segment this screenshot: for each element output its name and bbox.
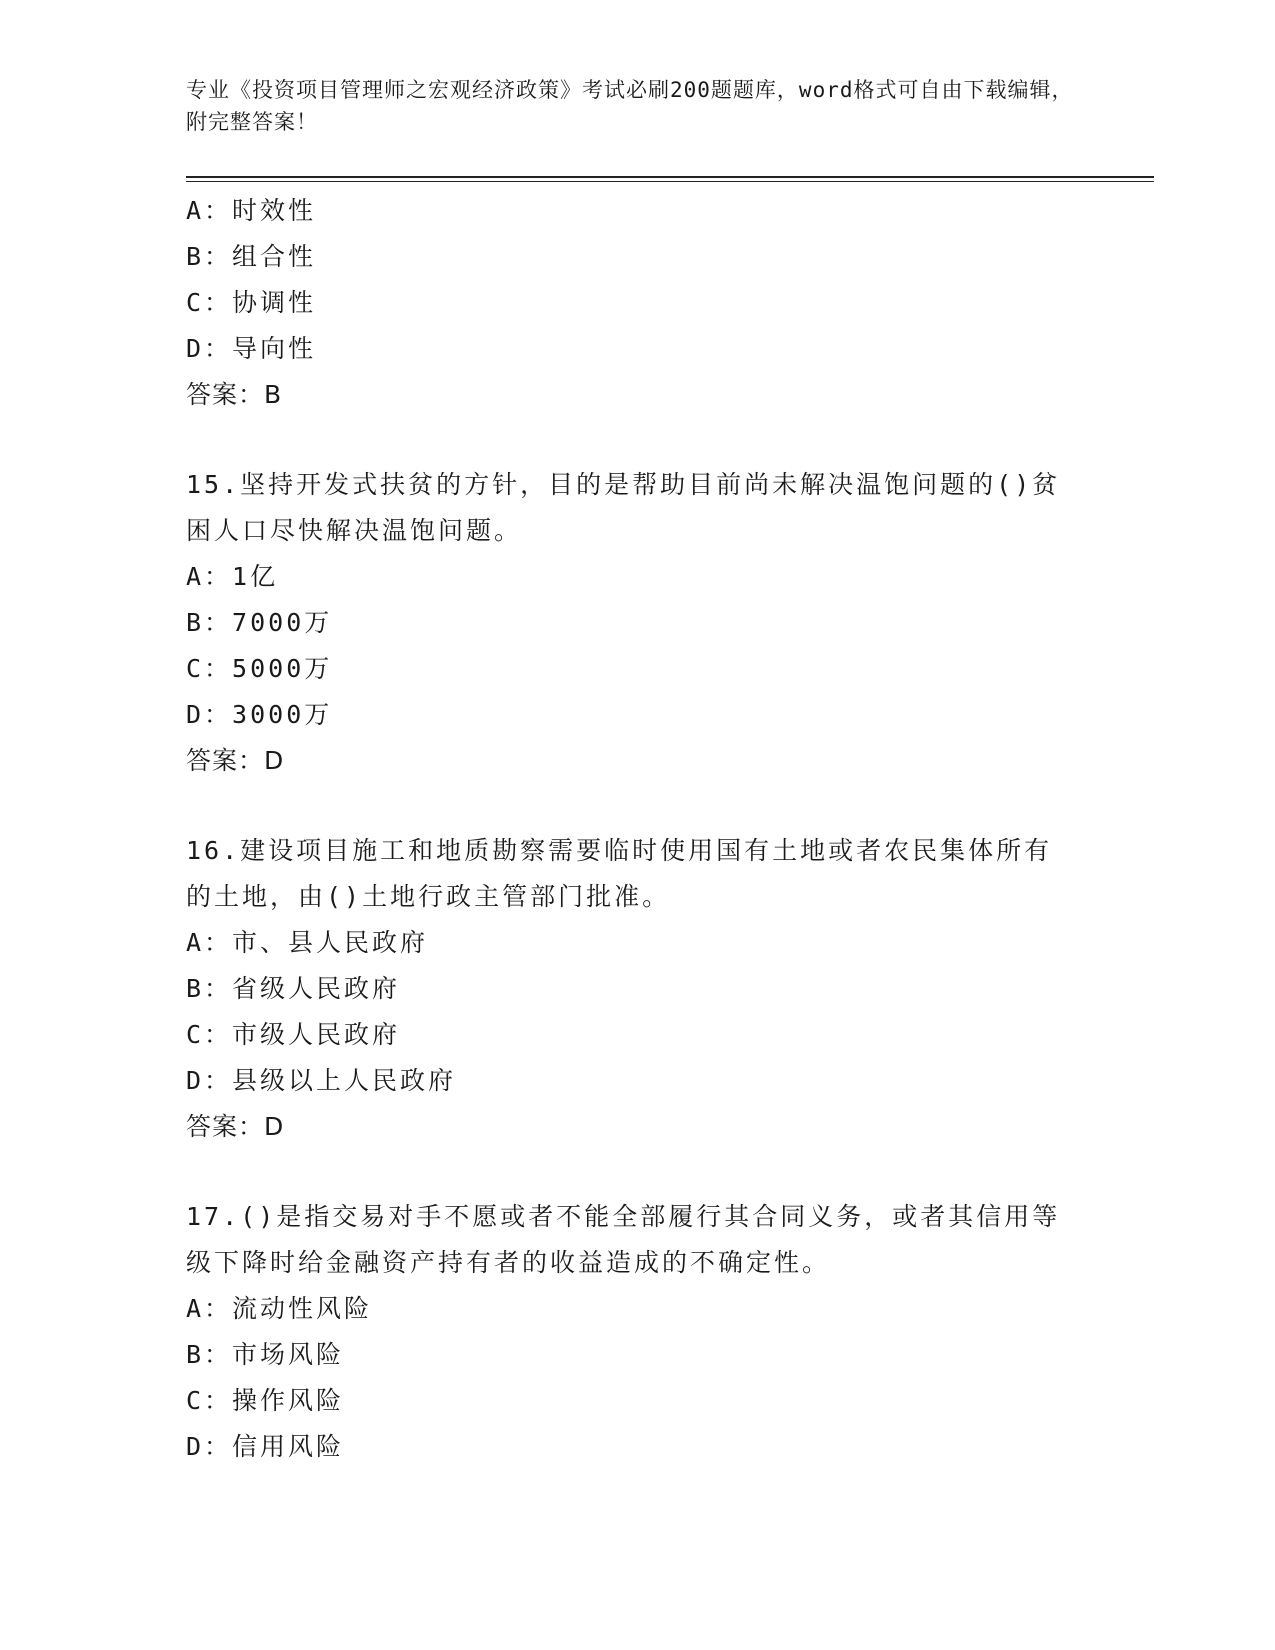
question-15 <box>186 462 1086 784</box>
option-a: A：流动性风险 <box>186 1294 373 1323</box>
option-c: C：市级人民政府 <box>186 1020 401 1049</box>
question-14-tail <box>186 188 1086 418</box>
option-a: A：时效性 <box>186 196 317 225</box>
option-d: D：县级以上人民政府 <box>186 1066 457 1095</box>
answer-line: 答案：B <box>186 380 283 409</box>
option-c: C：5000万 <box>186 654 333 683</box>
option-d: D：信用风险 <box>186 1432 345 1461</box>
question-stem-line: 的土地，由()土地行政主管部门批准。 <box>186 882 671 911</box>
question-stem-line: 16.建设项目施工和地质勘察需要临时使用国有土地或者农民集体所有 <box>186 836 1053 865</box>
header-rule-thin <box>186 181 1154 182</box>
option-d: D：3000万 <box>186 700 333 729</box>
header-rule-thick <box>186 176 1154 178</box>
document-header: 专业《投资项目管理师之宏观经济政策》考试必刷200题题库，word格式可自由下载编辑，附完整答案！ <box>186 78 1074 134</box>
question-list <box>186 188 1086 1470</box>
question-16 <box>186 828 1086 1150</box>
option-c: C：协调性 <box>186 288 317 317</box>
option-b: B：市场风险 <box>186 1340 345 1369</box>
option-d: D：导向性 <box>186 334 317 363</box>
question-stem-line: 17.()是指交易对手不愿或者不能全部履行其合同义务，或者其信用等 <box>186 1202 1061 1231</box>
question-stem-line: 15.坚持开发式扶贫的方针，目的是帮助目前尚未解决温饱问题的()贫 <box>186 470 1061 499</box>
answer-line: 答案：D <box>186 1112 285 1141</box>
option-a: A：市、县人民政府 <box>186 928 429 957</box>
question-17 <box>186 1194 1086 1470</box>
answer-line: 答案：D <box>186 746 285 775</box>
option-b: B：组合性 <box>186 242 317 271</box>
option-c: C：操作风险 <box>186 1386 345 1415</box>
option-b: B：7000万 <box>186 608 333 637</box>
question-stem-line: 级下降时给金融资产持有者的收益造成的不确定性。 <box>186 1248 831 1277</box>
option-a: A：1亿 <box>186 562 279 591</box>
question-stem-line: 困人口尽快解决温饱问题。 <box>186 516 523 545</box>
option-b: B：省级人民政府 <box>186 974 401 1003</box>
